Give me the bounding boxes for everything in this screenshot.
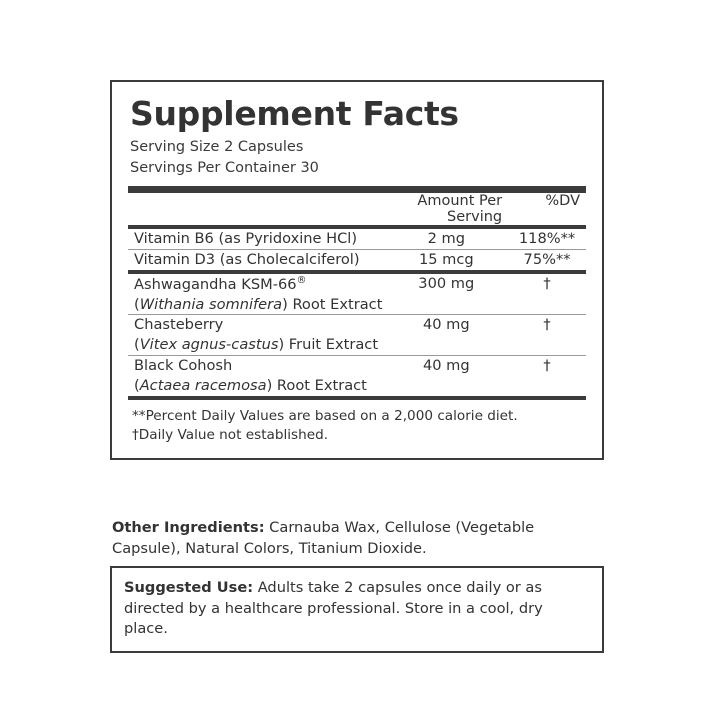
suggested-use-label: Suggested Use: [124,579,254,596]
other-ingredients [112,518,604,559]
ingredient-name: Vitamin B6 (as Pyridoxine HCl) [134,230,358,248]
ingredient-subtext [134,295,384,315]
nutrition-rows-group-5 [128,356,586,396]
table-row [128,356,586,396]
ingredient-part: ) Fruit Extract [278,336,379,354]
ingredient-name [128,274,384,315]
column-header-dv: %DV [545,193,580,210]
table-row [128,250,586,270]
ingredient-subtext [134,335,384,355]
nutrition-table [128,193,586,225]
ingredient-subtext [134,376,384,396]
paren-open: ( [134,336,140,354]
latin-name: Actaea racemosa [139,376,267,394]
ingredient-name [128,315,384,355]
ingredient-name: Vitamin D3 (as Cholecalciferol) [134,250,360,268]
supplement-facts-panel [110,80,604,460]
nutrition-rows-group-4 [128,315,586,355]
divider-thick-top [128,186,586,193]
ingredient-amount: 40 mg [422,357,470,375]
other-ingredients-label: Other Ingredients: [112,519,265,536]
nutrition-rows-group-3 [128,274,586,315]
footnotes [128,400,586,448]
ingredient-dv: † [543,357,551,375]
table-row [128,274,586,315]
ingredient-dv: † [543,316,551,334]
ingredient-name-text: Ashwagandha KSM-66 [134,275,297,293]
latin-name: Withania somnifera [139,295,283,313]
registered-trademark-icon: ® [296,274,307,286]
other-ingredients-text: Carnauba Wax, Cellulose (Vegetable Capsule), Natural Colors, Titanium Dioxide. [112,519,535,557]
paren-open: ( [134,295,140,313]
paren-open: ( [134,376,140,394]
ingredient-part: ) Root Extract [266,376,367,394]
ingredient-amount: 40 mg [422,316,470,334]
ingredient-name-text: Black Cohosh [134,357,233,375]
ingredient-amount: 2 mg [427,230,465,248]
column-header-amount: Amount Per Serving [417,193,503,226]
table-row [128,315,586,355]
ingredient-name [128,356,384,396]
ingredient-dv: † [543,274,551,292]
suggested-use-box [110,566,604,653]
ingredient-name-text: Chasteberry [134,316,224,334]
ingredient-amount: 300 mg [418,274,475,292]
nutrition-rows-group-1 [128,229,586,249]
ingredient-dv: 75%** [523,250,571,268]
suggested-use-text: Adults take 2 capsules once daily or as directed by a healthcare professional. Store in a cool, dry place. [124,579,543,638]
footnote-percent-daily-value: **Percent Daily Values are based on a 2,000 calorie diet. [132,407,518,424]
nutrition-rows-group-2 [128,250,586,270]
ingredient-dv: 118%** [518,230,576,248]
table-row [128,229,586,249]
footnote-daily-value-not-established: †Daily Value not established. [132,427,329,444]
ingredient-amount: 15 mcg [418,250,474,268]
serving-size-text: Serving Size 2 Capsules [130,138,304,155]
page-title: Supplement Facts [130,94,459,133]
servings-per-container-text: Servings Per Container 30 [130,159,319,176]
ingredient-part: ) Root Extract [282,295,383,313]
column-header-name [128,193,384,225]
latin-name: Vitex agnus-castus [139,336,279,354]
table-header-row [128,193,586,225]
